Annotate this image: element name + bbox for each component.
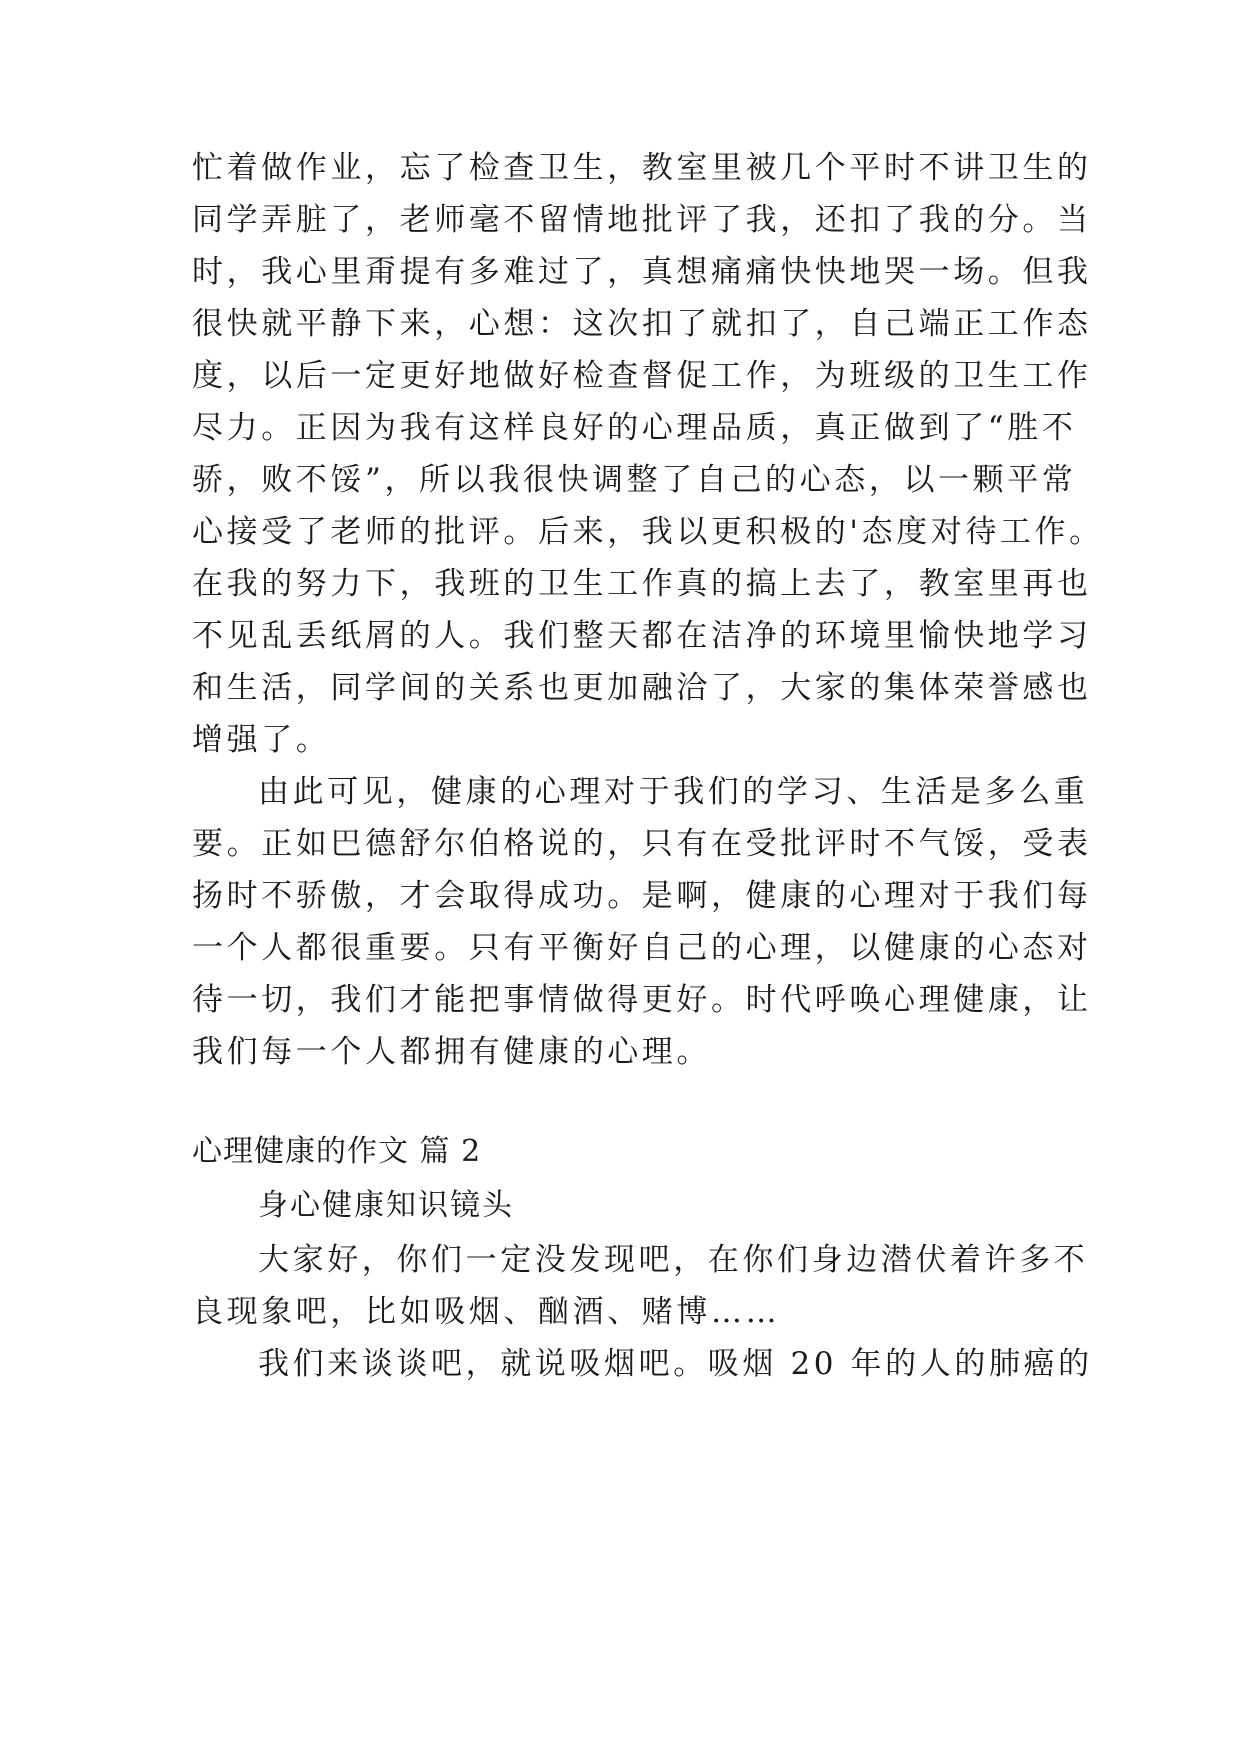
paragraph-2-line-3: 扬时不骄傲，才会取得成功。是啊，健康的心理对于我们每 bbox=[192, 878, 1092, 914]
paragraph-1-line-3: 时，我心里甭提有多难过了，真想痛痛快快地哭一场。但我 bbox=[192, 254, 1092, 290]
paragraph-1-line-12: 增强了。 bbox=[192, 722, 331, 758]
paragraph-1-line-11: 和生活，同学间的关系也更加融洽了，大家的集体荣誉感也 bbox=[192, 670, 1092, 706]
paragraph-1-line-9: 在我的努力下，我班的卫生工作真的搞上去了，教室里再也 bbox=[192, 566, 1092, 602]
paragraph-2-line-1: 由此可见，健康的心理对于我们的学习、生活是多么重 bbox=[258, 774, 1089, 810]
section-heading: 心理健康的作文 篇 2 bbox=[192, 1134, 482, 1169]
paragraph-3-line-1: 大家好，你们一定没发现吧，在你们身边潜伏着许多不 bbox=[258, 1242, 1089, 1278]
paragraph-4-line-1: 我们来谈谈吧，就说吸烟吧。吸烟 20 年的人的肺癌的 bbox=[258, 1346, 1093, 1382]
paragraph-1-line-1: 忙着做作业，忘了检查卫生，教室里被几个平时不讲卫生的 bbox=[192, 150, 1092, 186]
paragraph-1-line-10: 不见乱丢纸屑的人。我们整天都在洁净的环境里愉快地学习 bbox=[192, 618, 1092, 654]
paragraph-1-line-2: 同学弄脏了，老师毫不留情地批评了我，还扣了我的分。当 bbox=[192, 202, 1092, 238]
paragraph-2-line-6: 我们每一个人都拥有健康的心理。 bbox=[192, 1034, 711, 1070]
paragraph-1-line-6: 尽力。正因为我有这样良好的心理品质，真正做到了“胜不 bbox=[192, 410, 1077, 446]
article-subtitle: 身心健康知识镜头 bbox=[258, 1188, 514, 1223]
paragraph-1-line-7: 骄，败不馁”，所以我很快调整了自己的心态，以一颗平常 bbox=[192, 462, 1077, 498]
paragraph-1-line-5: 度，以后一定更好地做好检查督促工作，为班级的卫生工作 bbox=[192, 358, 1092, 394]
paragraph-2-line-4: 一个人都很重要。只有平衡好自己的心理，以健康的心态对 bbox=[192, 930, 1092, 966]
paragraph-2-line-2: 要。正如巴德舒尔伯格说的，只有在受批评时不气馁，受表 bbox=[192, 826, 1092, 862]
paragraph-2-line-5: 待一切，我们才能把事情做得更好。时代呼唤心理健康，让 bbox=[192, 982, 1092, 1018]
paragraph-1-line-4: 很快就平静下来，心想：这次扣了就扣了，自己端正工作态 bbox=[192, 306, 1092, 342]
paragraph-1-line-8: 心接受了老师的批评。后来，我以更积极的'态度对待工作。 bbox=[192, 514, 1104, 550]
paragraph-3-line-2: 良现象吧，比如吸烟、酗酒、赌博…… bbox=[192, 1294, 781, 1330]
